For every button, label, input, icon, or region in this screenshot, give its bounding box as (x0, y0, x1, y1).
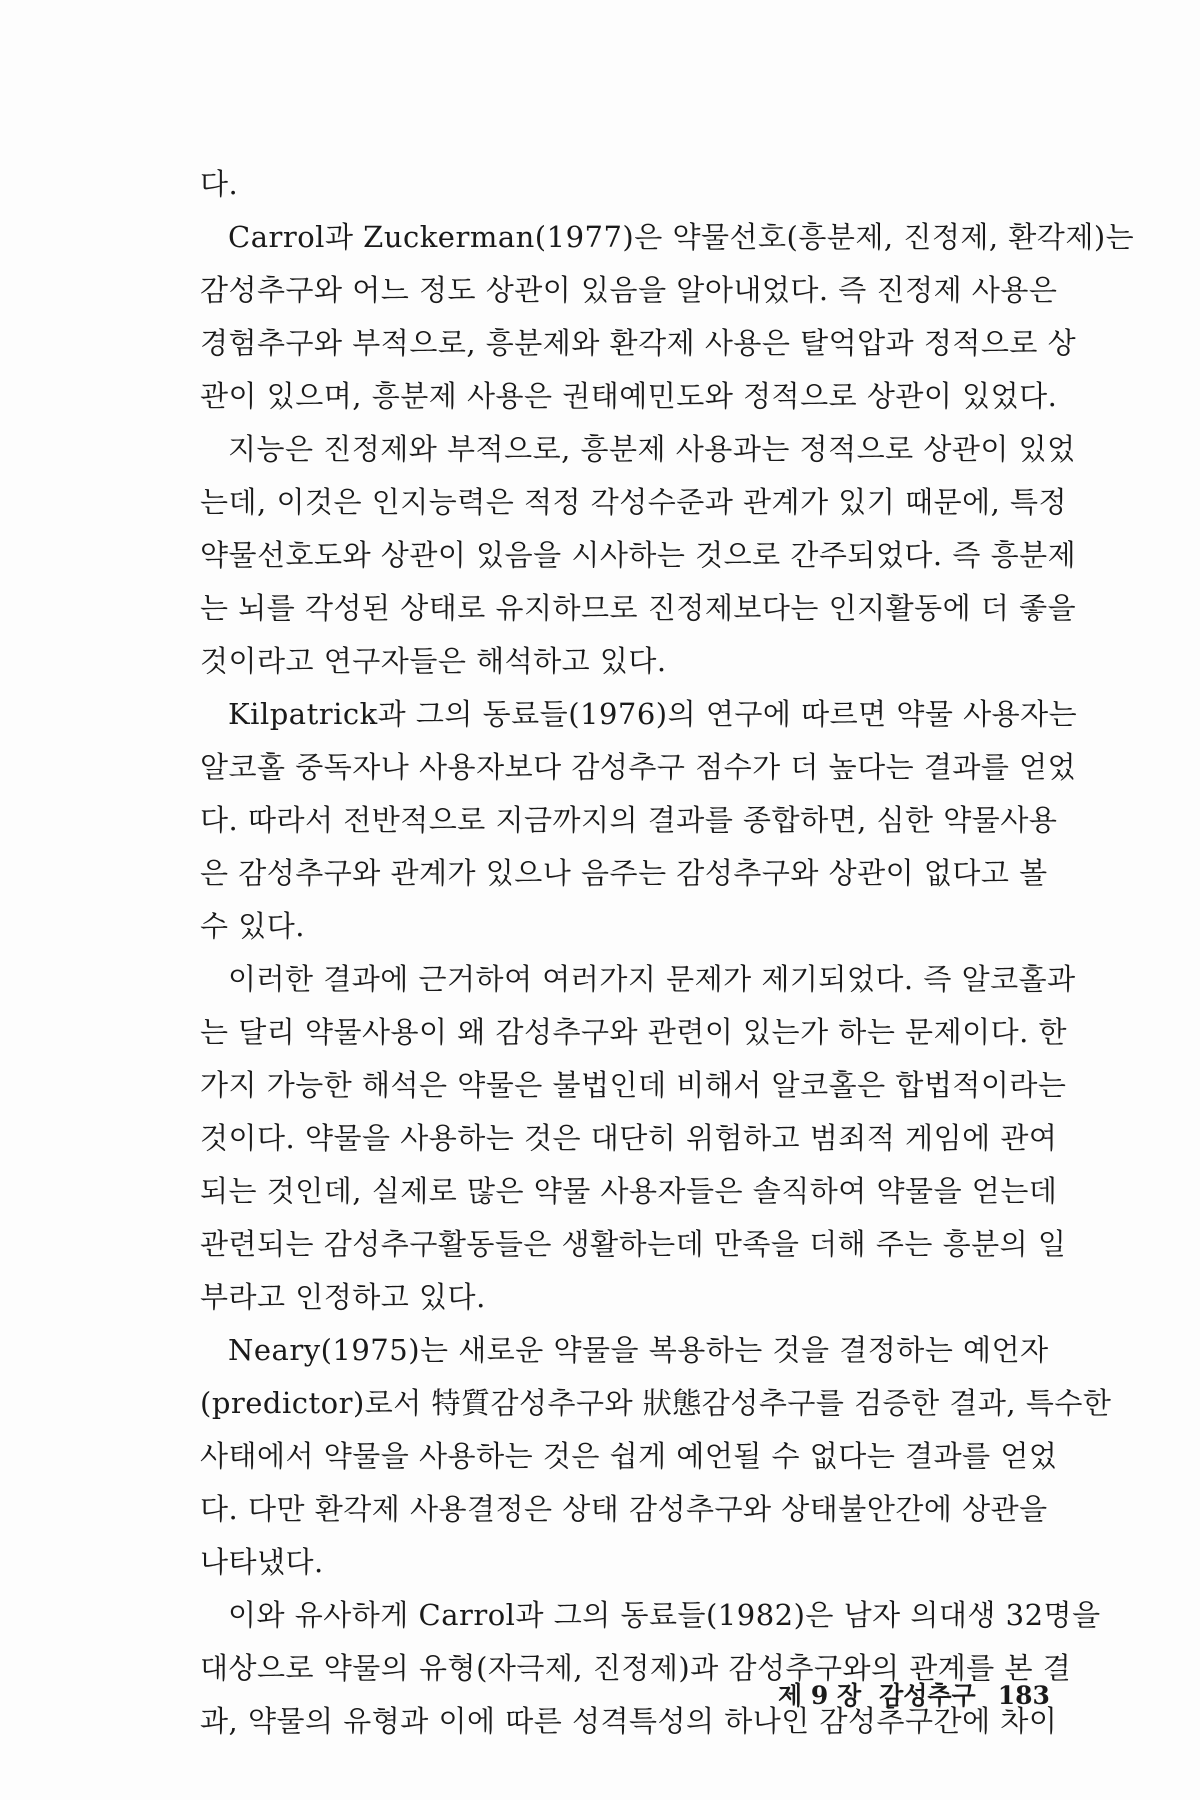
page-number: 183 (997, 1681, 1050, 1710)
text-line: 대상으로 약물의 유형(자극제, 진정제)과 감성추구와의 관계를 본 결 (200, 1651, 1072, 1685)
text-line: 는 뇌를 각성된 상태로 유지하므로 진정제보다는 인지활동에 더 좋을 (200, 591, 1077, 625)
text-line: 관련되는 감성추구활동들은 생활하는데 만족을 더해 주는 흥분의 일 (200, 1227, 1067, 1261)
paragraph (200, 688, 1078, 953)
paragraph (200, 1589, 1101, 1748)
text-line: 는 달리 약물사용이 왜 감성추구와 관련이 있는가 하는 문제이다. 한 (200, 1015, 1068, 1049)
text-line: 다. 다만 환각제 사용결정은 상태 감성추구와 상태불안간에 상관을 (200, 1492, 1048, 1526)
text-line: 가지 가능한 해석은 약물은 불법인데 비해서 알코홀은 합법적이라는 (200, 1068, 1067, 1102)
paragraph (200, 953, 1076, 1324)
text-line: 경험추구와 부적으로, 흥분제와 환각제 사용은 탈억압과 정적으로 상 (200, 326, 1077, 360)
paragraph (200, 158, 1040, 211)
text-line: 것이다. 약물을 사용하는 것은 대단히 위험하고 범죄적 게임에 관여 (200, 1121, 1058, 1155)
paragraph (200, 423, 1077, 688)
text-line: 감성추구와 어느 정도 상관이 있음을 알아내었다. 즉 진정제 사용은 (200, 273, 1058, 307)
text-line: 사태에서 약물을 사용하는 것은 쉽게 예언될 수 없다는 결과를 얻었 (200, 1439, 1058, 1473)
text-line: (predictor)로서 特質감성추구와 狀態감성추구를 검증한 결과, 특수한 (200, 1386, 1112, 1420)
paragraph (200, 1324, 1112, 1589)
text-line: 지능은 진정제와 부적으로, 흥분제 사용과는 정적으로 상관이 있었 (228, 432, 1076, 466)
text-line: Carrol과 Zuckerman(1977)은 약물선호(흥분제, 진정제, 환각제)는 (228, 220, 1135, 254)
chapter-title: 감성추구 (879, 1681, 976, 1710)
text-line: 것이라고 연구자들은 해석하고 있다. (200, 644, 667, 678)
text-line: 이와 유사하게 Carrol과 그의 동료들(1982)은 남자 의대생 32명을 (228, 1598, 1101, 1632)
text-line: 부라고 인정하고 있다. (200, 1280, 486, 1314)
chapter-number: 제 9 장 (778, 1681, 862, 1710)
text-line: 다. 따라서 전반적으로 지금까지의 결과를 종합하면, 심한 약물사용 (200, 803, 1058, 837)
paragraph (200, 211, 1135, 423)
text-line: Neary(1975)는 새로운 약물을 복용하는 것을 결정하는 예언자 (228, 1333, 1049, 1367)
text-line: 이러한 결과에 근거하여 여러가지 문제가 제기되었다. 즉 알코홀과 (228, 962, 1076, 996)
text-line: Kilpatrick과 그의 동료들(1976)의 연구에 따르면 약물 사용자는 (228, 697, 1078, 731)
text-line: 관이 있으며, 흥분제 사용은 권태예민도와 정적으로 상관이 있었다. (200, 379, 1058, 413)
running-footer (760, 1676, 1050, 1716)
text-line: 수 있다. (200, 909, 305, 943)
text-line: 나타냈다. (200, 1545, 324, 1579)
text-line: 은 감성추구와 관계가 있으나 음주는 감성추구와 상관이 없다고 볼 (200, 856, 1048, 890)
text-line: 알코홀 중독자나 사용자보다 감성추구 점수가 더 높다는 결과를 얻었 (200, 750, 1077, 784)
text-line: 다. (200, 167, 239, 201)
text-line: 는데, 이것은 인지능력은 적정 각성수준과 관계가 있기 때문에, 특정 (200, 485, 1068, 519)
text-line: 약물선호도와 상관이 있음을 시사하는 것으로 간주되었다. 즉 흥분제 (200, 538, 1077, 572)
body-text (200, 158, 1135, 1748)
text-line: 과, 약물의 유형과 이에 따른 성격특성의 하나인 감성추구간에 차이 (200, 1704, 1058, 1738)
text-line: 되는 것인데, 실제로 많은 약물 사용자들은 솔직하여 약물을 얻는데 (200, 1174, 1058, 1208)
